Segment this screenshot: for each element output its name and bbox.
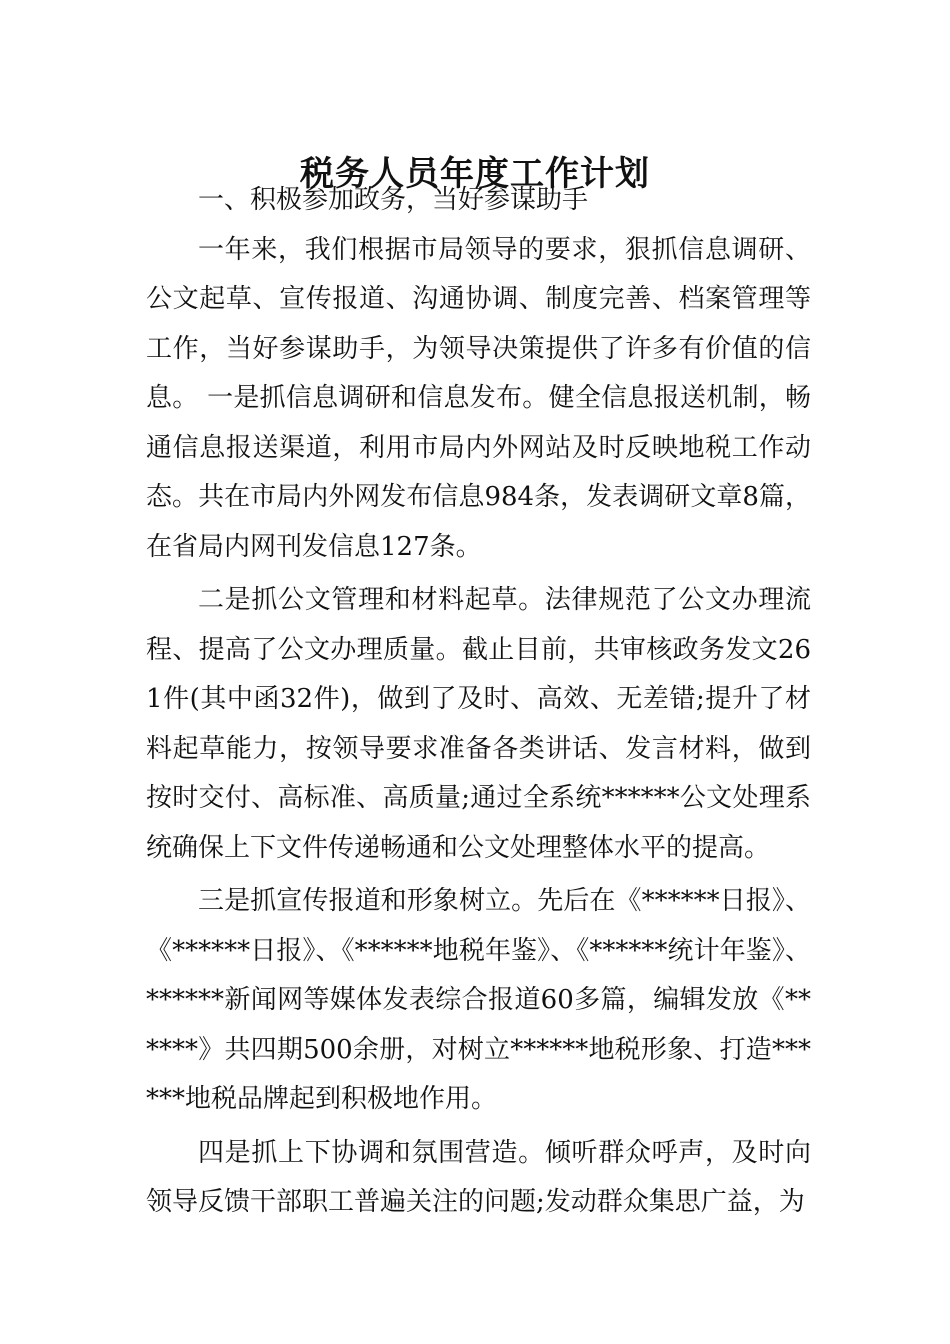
document-body [146,176,811,1228]
section-heading: 一、积极参加政务，当好参谋助手 [198,185,589,215]
paragraph: 三是抓宣传报道和形象树立。先后在《******日报》、《******日报》、《******地税年鉴》、《******统计年鉴》、******新闻网等媒体发表综合报道60多篇，编辑发放《******》共四期500余册，对树立******地税形象、打造******地税品牌起到积极地作用。 [146,886,811,1114]
paragraph: 一年来，我们根据市局领导的要求，狠抓信息调研、公文起草、宣传报道、沟通协调、制度完善、档案管理等工作，当好参谋助手，为领导决策提供了许多有价值的信息。 一是抓信息调研和信息发布。健全信息报送机制，畅通信息报送渠道，利用市局内外网站及时反映地税工作动态。共在市局内外网发布信息984条，发表调研文章8篇，在省局内网刊发信息127条。 [146,234,811,562]
paragraph: 二是抓公文管理和材料起草。法律规范了公文办理流程、提高了公文办理质量。截止目前，共审核政务发文261件(其中函32件)，做到了及时、高效、无差错;提升了材料起草能力，按领导要求准备各类讲话、发言材料，做到按时交付、高标准、高质量;通过全系统******公文处理系统确保上下文件传递畅通和公文处理整体水平的提高。 [146,585,811,863]
paragraph: 四是抓上下协调和氛围营造。倾听群众呼声，及时向领导反馈干部职工普遍关注的问题;发动群众集思广益，为 [146,1137,811,1217]
document-title: 税务人员年度工作计划 [300,153,650,194]
